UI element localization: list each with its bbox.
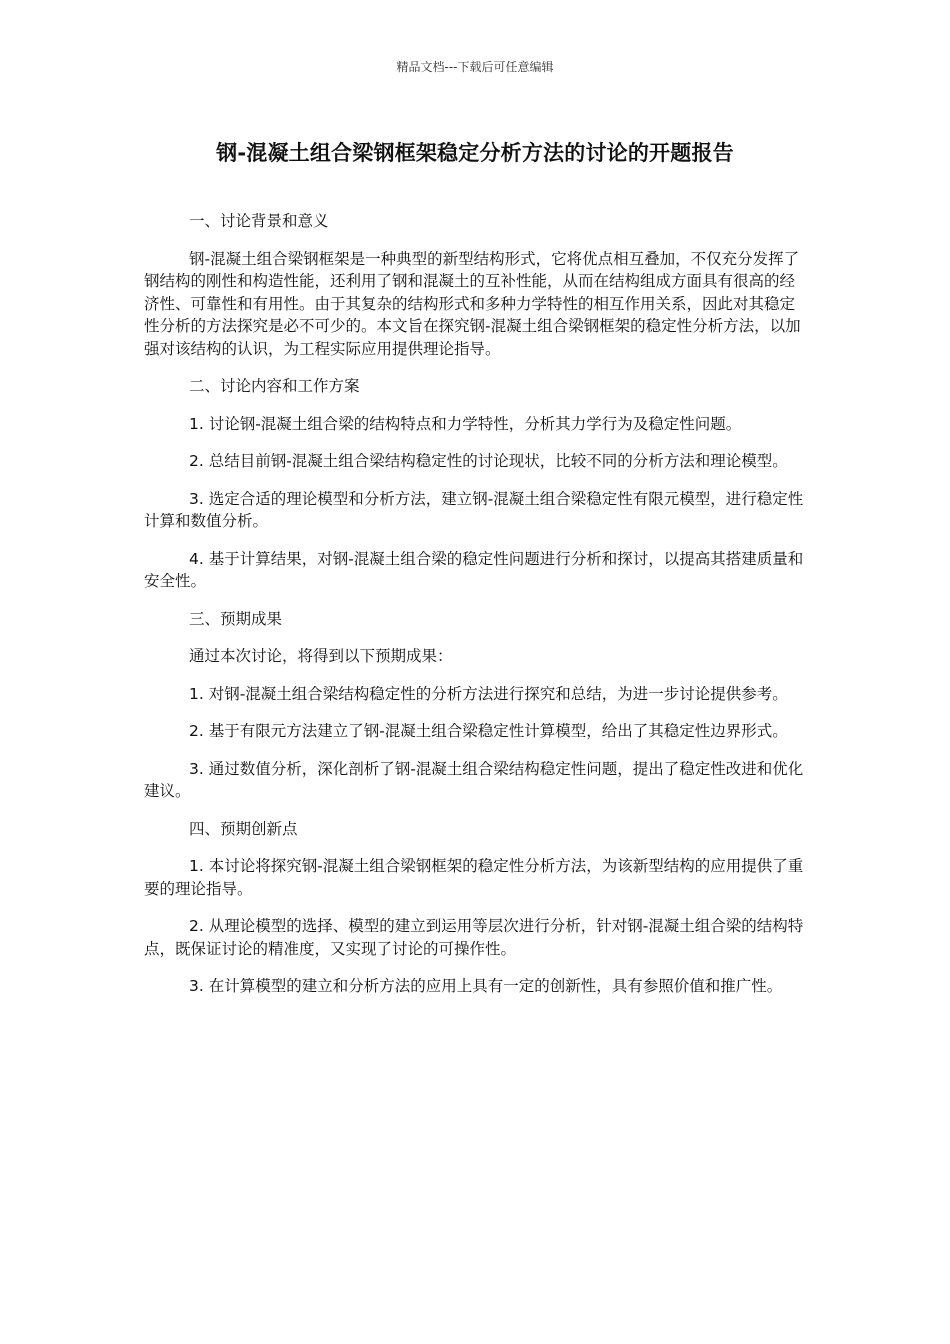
list-item: 3. 选定合适的理论模型和分析方法，建立钢-混凝土组合梁稳定性有限元模型，进行稳定性计算和数值分析。 <box>144 489 804 530</box>
section-heading-content: 二、讨论内容和工作方案 <box>189 377 360 395</box>
list-item: 3. 在计算模型的建立和分析方法的应用上具有一定的创新性，具有参照价值和推广性。 <box>189 977 783 995</box>
page-header: 精品文档---下载后可任意编辑 <box>396 60 554 74</box>
list-item: 1. 对钢-混凝土组合梁结构稳定性的分析方法进行探究和总结，为进一步讨论提供参考。 <box>189 684 788 703</box>
list-item: 1. 讨论钢-混凝土组合梁的结构特点和力学特性，分析其力学行为及稳定性问题。 <box>189 414 742 433</box>
list-item: 2. 从理论模型的选择、模型的建立到运用等层次进行分析，针对钢-混凝土组合梁的结构特点，既保证讨论的精准度，又实现了讨论的可操作性。 <box>144 917 804 958</box>
section-heading-background: 一、讨论背景和意义 <box>189 212 329 230</box>
list-item: 4. 基于计算结果，对钢-混凝土组合梁的稳定性问题进行分析和探讨，以提高其搭建质量和安全性。 <box>144 549 804 590</box>
section-heading-innovation: 四、预期创新点 <box>189 819 298 838</box>
paragraph-results-intro: 通过本次讨论，将得到以下预期成果： <box>189 647 453 665</box>
section-heading-results: 三、预期成果 <box>189 609 283 628</box>
list-item: 3. 通过数值分析，深化剖析了钢-混凝土组合梁结构稳定性问题，提出了稳定性改进和优化建议。 <box>144 759 804 800</box>
document-body <box>144 210 806 1013</box>
list-item: 2. 总结目前钢-混凝土组合梁结构稳定性的讨论现状，比较不同的分析方法和理论模型。 <box>189 452 788 470</box>
paragraph-background: 钢-混凝土组合梁钢框架是一种典型的新型结构形式，它将优点相互叠加，不仅充分发挥了钢结构的刚性和构造性能，还利用了钢和混凝土的互补性能，从而在结构组成方面具有很高的经济性、可靠性和有用性。由于其复杂的结构形式和多种力学特性的相互作用关系，因此对其稳定性分析的方法探究是必不可少的。本文旨在探究钢-混凝土组合梁钢框架的稳定性分析方法，以加强对该结构的认识，为工程实际应用提供理论指导。 <box>144 249 801 358</box>
list-item: 2. 基于有限元方法建立了钢-混凝土组合梁稳定性计算模型，给出了其稳定性边界形式。 <box>189 722 788 740</box>
list-item: 1. 本讨论将探究钢-混凝土组合梁钢框架的稳定性分析方法，为该新型结构的应用提供了重要的理论指导。 <box>144 857 804 898</box>
document-title: 钢-混凝土组合梁钢框架稳定分析方法的讨论的开题报告 <box>216 141 734 165</box>
